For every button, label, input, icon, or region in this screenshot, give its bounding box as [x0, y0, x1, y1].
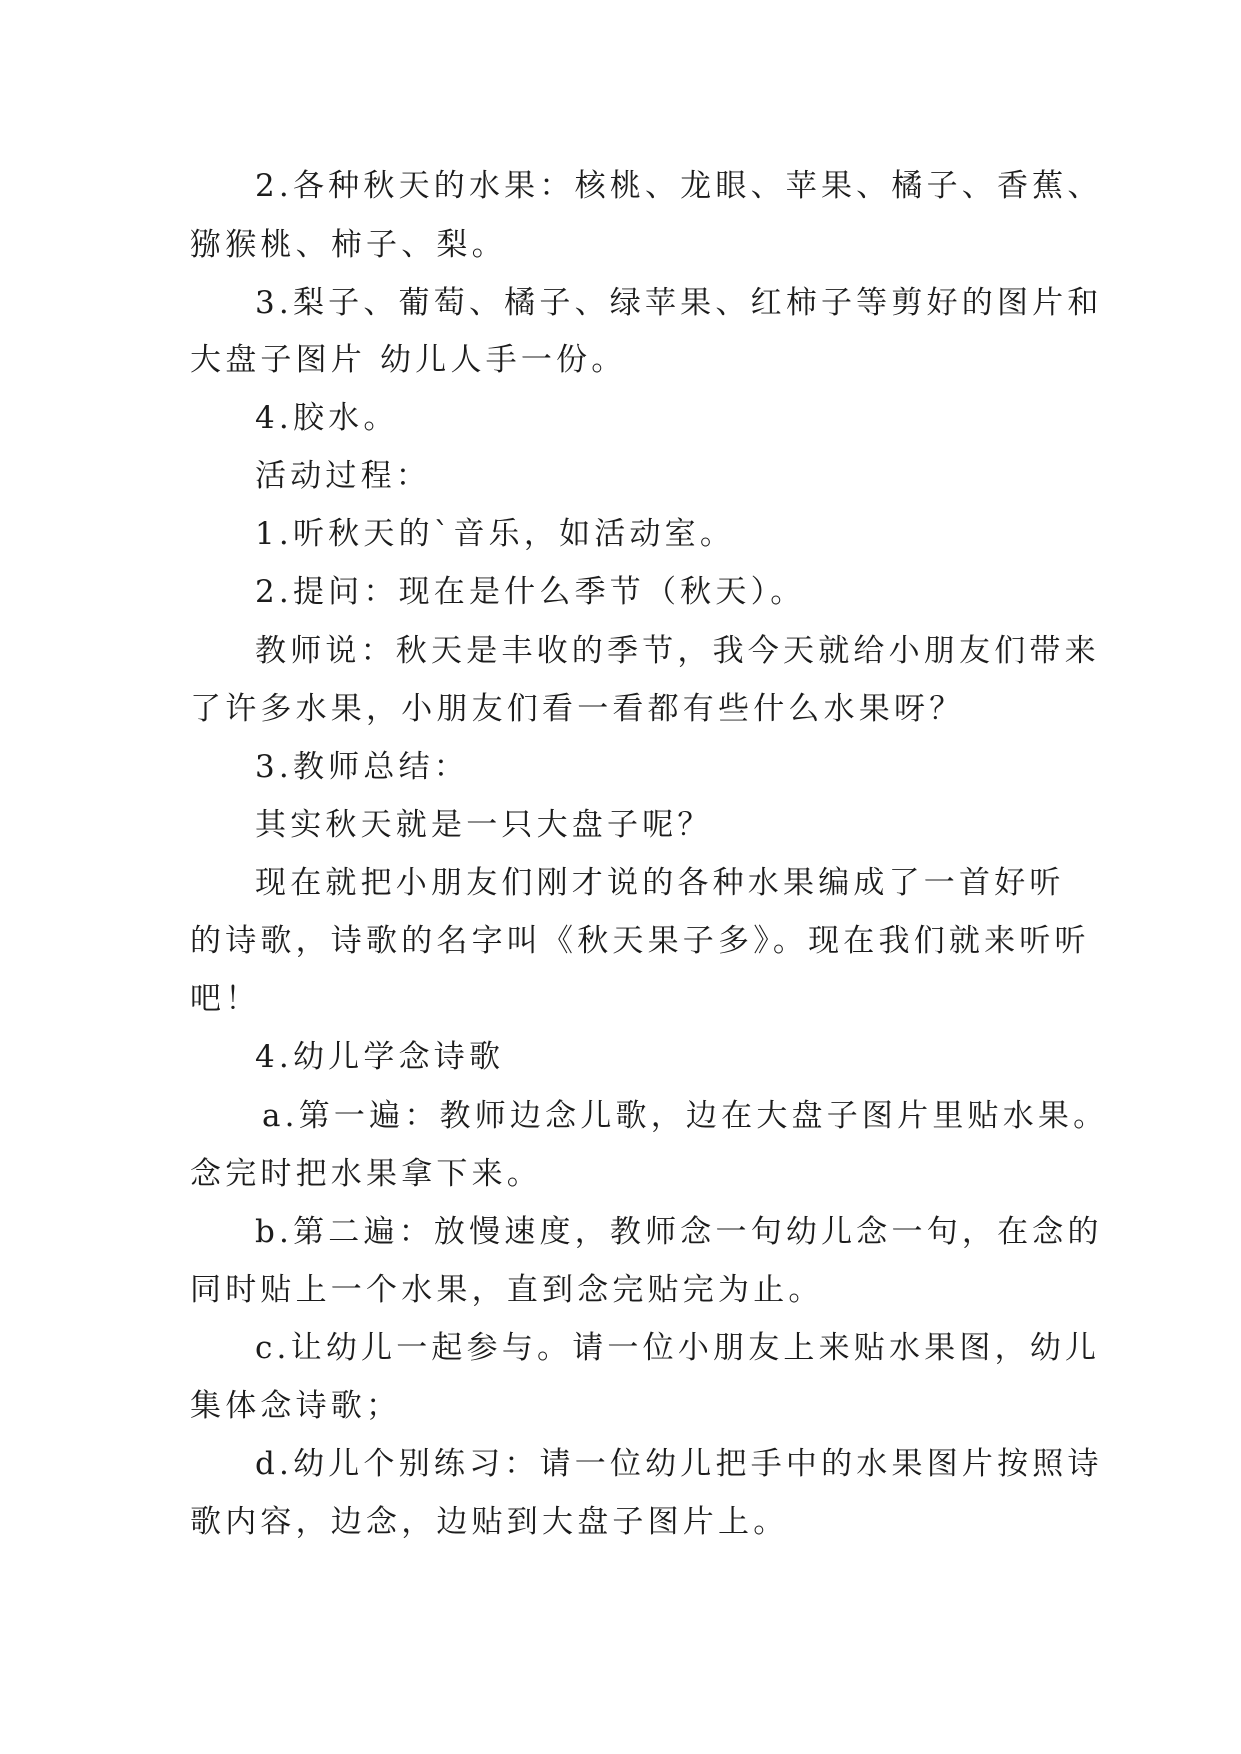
text-line: 现在就把小朋友们刚才说的各种水果编成了一首好听 [255, 865, 1065, 901]
section-heading: 活动过程： [255, 458, 431, 494]
text-line: 2.提问：现在是什么季节（秋天）。 [255, 574, 806, 610]
text-line: 猕猴桃、柿子、梨。 [190, 227, 507, 263]
text-line: 3.梨子、葡萄、橘子、绿苹果、红柿子等剪好的图片和 [255, 285, 1103, 321]
text-line: 同时贴上一个水果，直到念完贴完为止。 [190, 1272, 824, 1308]
text-line: a.第一遍：教师边念儿歌，边在大盘子图片里贴水果。 [262, 1098, 1109, 1134]
text-line: c.让幼儿一起参与。请一位小朋友上来贴水果图，幼儿 [255, 1330, 1101, 1366]
text-line: 1.听秋天的`音乐，如活动室。 [255, 516, 736, 552]
text-line: 2.各种秋天的水果：核桃、龙眼、苹果、橘子、香蕉、 [255, 168, 1103, 204]
text-line: 其实秋天就是一只大盘子呢？ [255, 807, 713, 843]
text-line: 大盘子图片 幼儿人手一份。 [190, 342, 627, 378]
text-line: d.幼儿个别练习：请一位幼儿把手中的水果图片按照诗 [255, 1446, 1103, 1482]
text-line: b.第二遍：放慢速度，教师念一句幼儿念一句，在念的 [255, 1214, 1103, 1250]
text-line: 4.幼儿学念诗歌 [255, 1039, 505, 1075]
text-line: 教师说：秋天是丰收的季节，我今天就给小朋友们带来 [255, 633, 1100, 669]
text-line: 3.教师总结： [255, 749, 469, 785]
text-line: 集体念诗歌； [190, 1388, 402, 1424]
text-line: 歌内容，边念，边贴到大盘子图片上。 [190, 1504, 789, 1540]
text-line: 4.胶水。 [255, 400, 399, 436]
text-line: 念完时把水果拿下来。 [190, 1156, 542, 1192]
text-line: 吧！ [190, 981, 261, 1017]
text-line: 了许多水果，小朋友们看一看都有些什么水果呀？ [190, 691, 965, 727]
text-line: 的诗歌，诗歌的名字叫《秋天果子多》。现在我们就来听听 [190, 923, 1090, 959]
